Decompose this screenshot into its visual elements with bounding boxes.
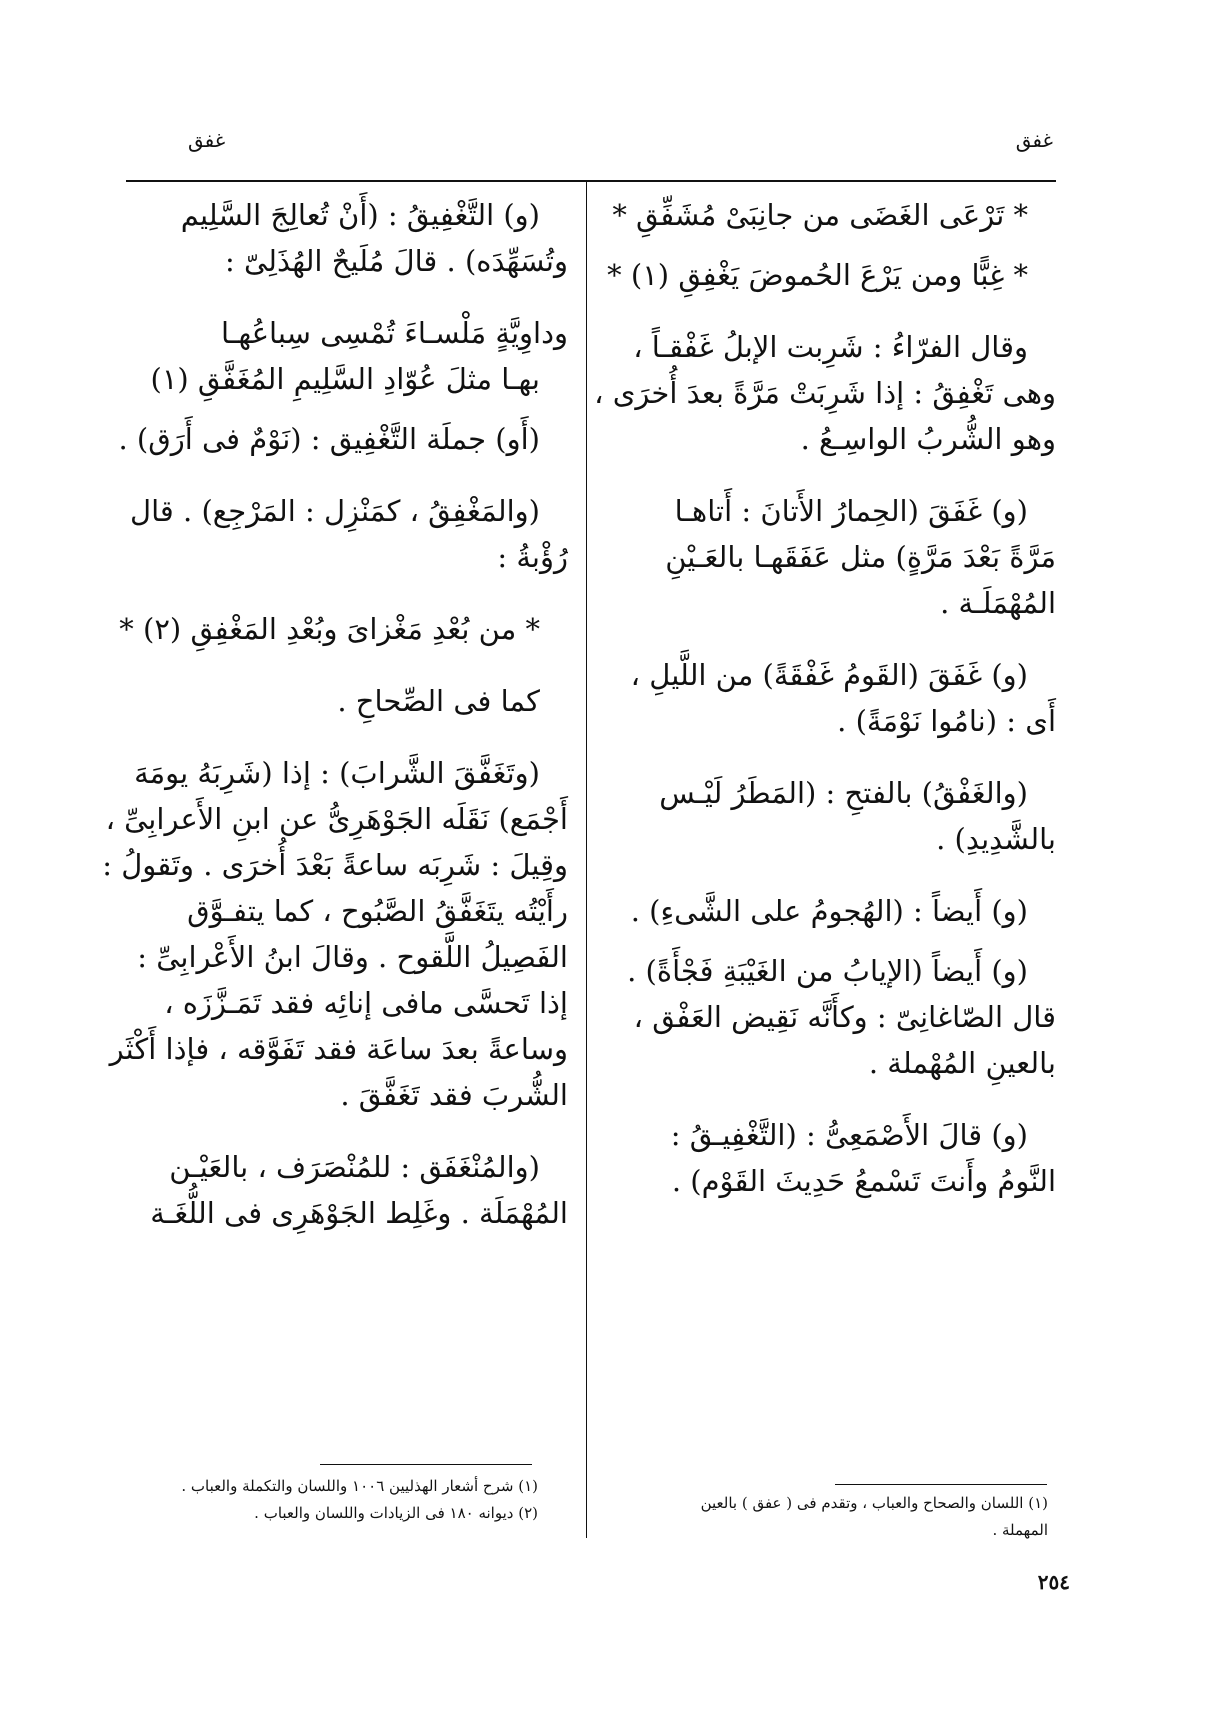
footnote: المهملة . xyxy=(992,1521,1048,1539)
text-line: (والغَفْقُ) بالفتحِ : (المَطَرُ لَيْـس xyxy=(659,776,1028,810)
text-line: الشُّربَ فقد تَغَفَّقَ . xyxy=(340,1078,568,1112)
header-rule xyxy=(126,180,1056,182)
header-left-word: غفق xyxy=(188,128,226,152)
text-line: إذا تَحسَّى مافى إنائِه فقد تَمَـزَّزَه ، xyxy=(164,986,568,1020)
text-line: كما فى الصِّحاحِ . xyxy=(337,684,540,718)
text-line: (و) التَّغْفِيقُ : (أَنْ تُعالِجَ السَّلِيم xyxy=(180,198,540,232)
text-line: (والمَغْفِقُ ، كمَنْزِل : المَرْجِع) . قال xyxy=(130,494,540,528)
text-line: * غِبًّا ومن يَرْعَ الحُموضَ يَغْفِقِ (١) * xyxy=(607,258,1028,292)
text-line: قال الصّاغانِىّ : وكأَنَّه نَقِيض العَفْق ، xyxy=(633,1000,1056,1034)
verse-line: * من بُعْدِ مَغْزاىَ وبُعْدِ المَغْفِقِ (٢) * xyxy=(119,612,540,646)
text-line: الفَصِيلُ اللَّقوح . وقالَ ابنُ الأَعْرابِىِّ : xyxy=(137,940,568,974)
text-line: النَّومُ وأَنتَ تَسْمعُ حَدِيثَ القَوْم) . xyxy=(671,1164,1056,1198)
text-line: (و) غَفَقَ (الحِمارُ الأَتانَ : أَتاهـا xyxy=(674,494,1028,528)
footnotes-left xyxy=(118,1473,538,1527)
text-line: (و) قالَ الأَصْمَعِىُّ : (التَّغْفِيـقُ : xyxy=(670,1118,1028,1152)
verse-line: وداوِيَّةٍ مَلْسـاءَ تُمْسِى سِباعُهـا xyxy=(221,316,568,350)
text-line: رُؤْبةُ : xyxy=(497,540,568,574)
text-line: (وتَغَفَّقَ الشَّرابَ) : إذا (شَرِبَهُ يومَهَ xyxy=(134,756,540,790)
column-divider xyxy=(586,182,587,1538)
text-line: أَى : (نامُوا نَوْمَةً) . xyxy=(837,704,1056,738)
text-line: أَجْمَع) نَقَلَه الجَوْهَرِىُّ عن ابنِ الأَعرابِىِّ ، xyxy=(105,802,568,836)
text-line: وساعةً بعدَ ساعَة فقد تَفَوَّقه ، فإذا أَكْثَر xyxy=(109,1032,568,1066)
footnotes-right xyxy=(608,1490,1048,1544)
verse-line: بهـا مثلَ عُوّادِ السَّلِيمِ المُغَفَّقِ (١) xyxy=(150,362,540,396)
header-right-word: غفق xyxy=(1015,128,1053,152)
text-line: مَرَّةً بَعْدَ مَرَّةٍ) مثل عَفَقَهـا بالعَـيْنِ xyxy=(665,540,1056,574)
footnote: (٢) ديوانه ١٨٠ فى الزيادات واللسان والعباب . xyxy=(254,1504,538,1522)
text-line: وهو الشُّربُ الواسِـعُ . xyxy=(800,422,1056,456)
text-line: رأَيْتُه يتَغَفَّقُ الصَّبُوح ، كما يتفـوَّق xyxy=(187,894,568,928)
text-line: وهى تَغْفِقُ : إذا شَرِبَتْ مَرَّةً بعدَ أُخرَى ، xyxy=(594,376,1056,410)
text-line: (و) غَفَقَ (القَومُ غَفْقَةً) من اللَّيلِ ، xyxy=(630,658,1028,692)
text-line: (أَو) جملَة التَّغْفِيق : (نَوْمٌ فى أَرَق) . xyxy=(118,422,540,456)
footnote: (١) اللسان والصحاح والعباب ، وتقدم فى ( عفق ) بالعين xyxy=(700,1494,1048,1512)
text-line: وقال الفرّاءُ : شَرِبت الإبلُ غَفْقـاً ، xyxy=(633,330,1028,364)
footnote-rule-left xyxy=(320,1464,532,1465)
page-number: ٢٥٤ xyxy=(1037,1570,1070,1594)
footnote: (١) شرح أشعار الهذليين ١٠٠٦ واللسان والتكملة والعباب . xyxy=(181,1477,538,1495)
text-line: وتُسَهِّدَه) . قالَ مُلَيحٌ الهُذَلِىّ : xyxy=(225,244,568,278)
text-line: بالعينِ المُهْملة . xyxy=(868,1046,1056,1080)
text-line: * تَرْعَى الغَضَى من جانِبَىْ مُشَفِّقِ * xyxy=(612,198,1028,232)
text-line: (و) أَيضاً (الإيابُ من الغَيْبَةِ فَجْأَةً) . xyxy=(627,954,1028,988)
left-column xyxy=(102,192,568,1502)
text-line: وقِيلَ : شَرِبَه ساعةً بَعْدَ أُخرَى . وتَقولُ : xyxy=(102,848,568,882)
text-line: بالشَّدِيدِ) . xyxy=(936,822,1056,856)
footnote-rule-right xyxy=(835,1484,1047,1485)
text-line: المُهْمَلَـة . xyxy=(940,586,1056,620)
right-column xyxy=(594,192,1056,1502)
text-line: (والمُنْغَفَق : للمُنْصَرَف ، بالعَيْـن xyxy=(169,1150,540,1184)
text-line: (و) أَيضاً : (الهُجومُ على الشَّىءِ) . xyxy=(630,894,1028,928)
text-line: المُهْمَلَة . وغَلِط الجَوْهَرِى فى اللُّغَـة xyxy=(150,1196,568,1230)
